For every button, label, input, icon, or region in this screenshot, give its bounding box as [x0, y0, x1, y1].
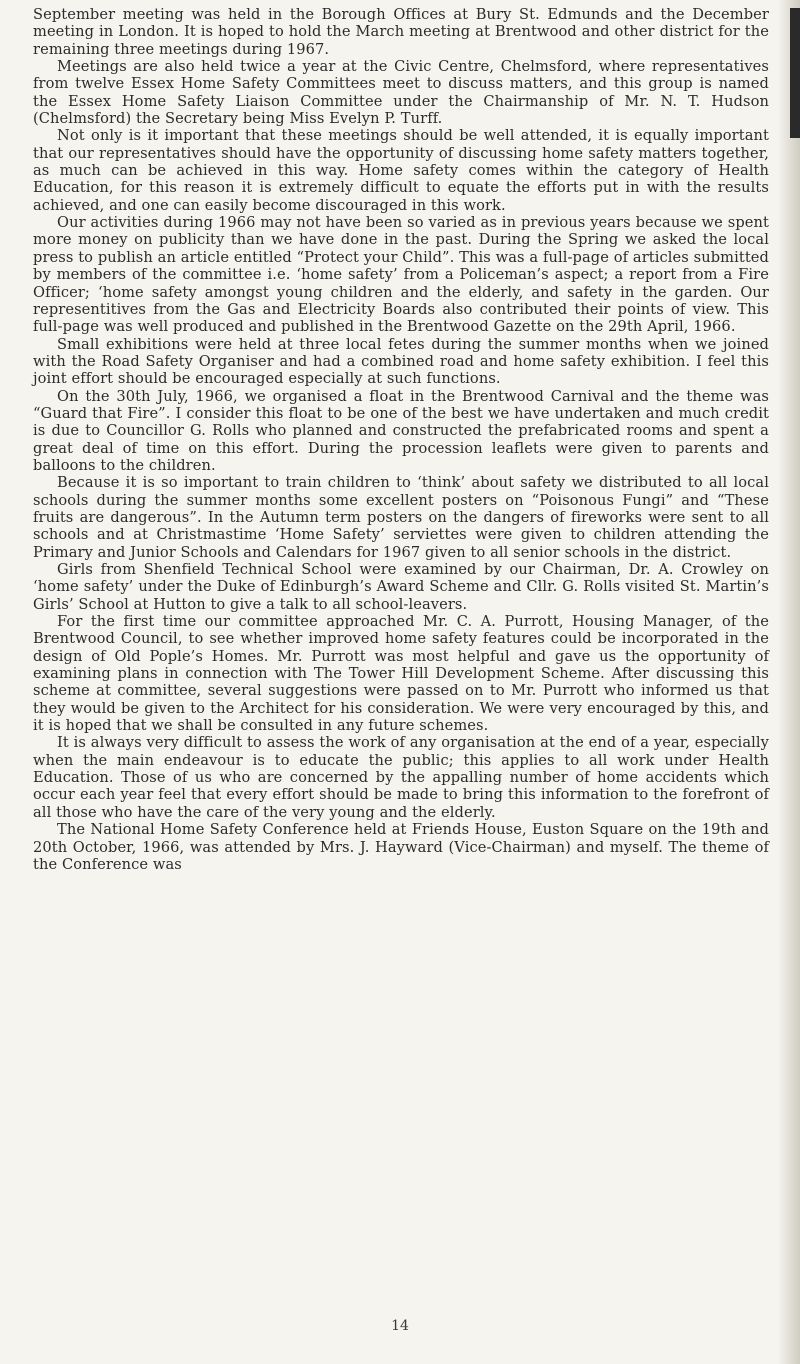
paragraph-8: Girls from Shenfield Technical School were examined by our Chairman, Dr. A. Crowley on ‘home safety’ under the Duke of Edinburgh’s Award Scheme and Cllr. G. Rolls visited St. Martin’s Girls’ School at Hutton to give a talk to all school-leavers. [33, 561, 769, 613]
paragraph-11: The National Home Safety Conference held at Friends House, Euston Square on the 19th and 20th October, 1966, was attended by Mrs. J. Hayward (Vice-Chairman) and myself. The theme of the Conference was [33, 821, 769, 873]
body-text [33, 6, 769, 873]
paragraph-7: Because it is so important to train children to ‘think’ about safety we distributed to all local schools during the summer months some excellent posters on “Poisonous Fungi” and “These fruits are dangerous”. In the Autumn term posters on the dangers of fireworks were sent to all schools and at Christmastime ‘Home Safety’ serviettes were given to children attending the Primary and Junior Schools and Calendars for 1967 given to all senior schools in the district. [33, 474, 769, 561]
paragraph-6: On the 30th July, 1966, we organised a float in the Brentwood Carnival and the theme was “Guard that Fire”. I consider this float to be one of the best we have undertaken and much credit is due to Councillor G. Rolls who planned and constructed the prefabricated rooms and spent a great deal of time on this effort. During the procession leaflets were given to parents and balloons to the children. [33, 387, 769, 474]
paragraph-1: September meeting was held in the Borough Offices at Bury St. Edmunds and the December meeting in London. It is hoped to hold the March meeting at Brentwood and other district for the remaining three meetings during 1967. [33, 6, 769, 58]
paragraph-3: Not only is it important that these meetings should be well attended, it is equally important that our representatives should have the opportunity of discussing home safety matters together, as much can be achieved in this way. Home safety comes within the category of Health Education, for this reason it is extremely difficult to equate the efforts put in with the results achieved, and one can easily become discouraged in this work. [33, 127, 769, 214]
binding-edge-mark [790, 8, 800, 138]
paragraph-4: Our activities during 1966 may not have been so varied as in previous years because we spent more money on publicity than we have done in the past. During the Spring we asked the local press to publish an article entitled “Protect your Child”. This was a full-page of articles submitted by members of the committee i.e. ‘home safety’ from a Policeman’s aspect; a report from a Fire Officer; ‘home safety amongst young children and the elderly, and safety in the garden. Our representitives from the Gas and Electricity Boards also contributed their points of view. This full-page was well produced and published in the Brentwood Gazette on the 29th April, 1966. [33, 214, 769, 336]
page-edge-shadow [778, 0, 800, 1364]
page-number: 14 [391, 1318, 409, 1334]
paragraph-10: It is always very difficult to assess the work of any organisation at the end of a year, especially when the main endeavour is to educate the public; this applies to all work under Health Education. Those of us who are concerned by the appalling number of home accidents which occur each year feel that every effort should be made to bring this information to the forefront of all those who have the care of the very young and the elderly. [33, 734, 769, 821]
paragraph-2: Meetings are also held twice a year at the Civic Centre, Chelmsford, where representatives from twelve Essex Home Safety Committees meet to discuss matters, and this group is named the Essex Home Safety Liaison Committee under the Chairmanship of Mr. N. T. Hudson (Chelmsford) the Secretary being Miss Evelyn P. Turff. [33, 58, 769, 128]
paragraph-9: For the first time our committee approached Mr. C. A. Purrott, Housing Manager, of the Brentwood Council, to see whether improved home safety features could be incorporated in the design of Old Pople’s Homes. Mr. Purrott was most helpful and gave us the opportunity of examining plans in connection with The Tower Hill Development Scheme. After discussing this scheme at committee, several suggestions were passed on to Mr. Purrott who informed us that they would be given to the Architect for his consideration. We were very encouraged by this, and it is hoped that we shall be consulted in any future schemes. [33, 613, 769, 735]
paragraph-5: Small exhibitions were held at three local fetes during the summer months when we joined with the Road Safety Organiser and had a combined road and home safety exhibition. I feel this joint effort should be encouraged especially at such functions. [33, 335, 769, 388]
